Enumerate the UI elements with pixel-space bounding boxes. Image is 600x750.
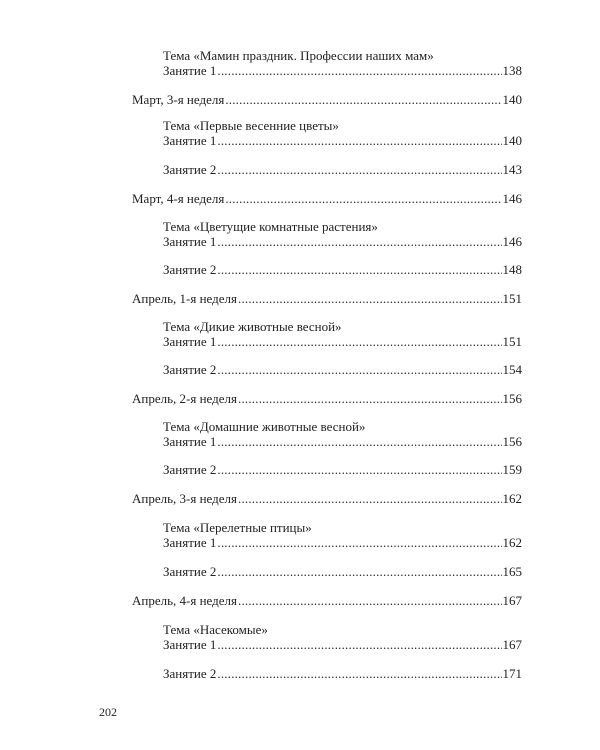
toc-leader-dots xyxy=(217,334,501,350)
toc-page-number: 151 xyxy=(502,334,522,349)
toc-page-number: 140 xyxy=(502,92,522,107)
toc-page-number: 140 xyxy=(502,133,522,148)
toc-leader-dots xyxy=(217,637,501,653)
toc-leader-dots xyxy=(238,593,502,609)
toc-leader-dots xyxy=(238,391,502,407)
toc-leader-dots xyxy=(225,191,501,207)
toc-page-number: 156 xyxy=(502,391,522,406)
toc-page-number: 143 xyxy=(502,162,522,177)
toc-leader-dots xyxy=(217,564,501,580)
toc-page-number: 146 xyxy=(502,191,522,206)
toc-week-label: Март, 3-я неделя xyxy=(132,92,225,107)
toc-lesson-label: Занятие 2 xyxy=(163,564,217,579)
toc-page-number: 167 xyxy=(502,593,522,608)
toc-lesson-entry[interactable] xyxy=(163,462,522,478)
toc-lesson-label: Занятие 2 xyxy=(163,666,217,681)
toc-lesson-label: Занятие 1 xyxy=(163,133,217,148)
toc-page-number: 165 xyxy=(502,564,522,579)
toc-lesson-entry[interactable] xyxy=(163,63,522,79)
toc-leader-dots xyxy=(217,262,501,278)
toc-leader-dots xyxy=(217,666,501,682)
toc-page-number: 148 xyxy=(502,262,522,277)
toc-page-number: 159 xyxy=(502,462,522,477)
toc-page-number: 146 xyxy=(502,234,522,249)
toc-lesson-entry[interactable] xyxy=(163,234,522,250)
toc-leader-dots xyxy=(217,234,501,250)
toc-lesson-label: Занятие 2 xyxy=(163,362,217,377)
toc-week-label: Апрель, 4-я неделя xyxy=(132,593,237,608)
toc-lesson-label: Занятие 1 xyxy=(163,234,217,249)
toc-leader-dots xyxy=(217,462,501,478)
toc-page-number: 156 xyxy=(502,434,522,449)
toc-lesson-entry[interactable] xyxy=(163,564,522,580)
toc-week-entry[interactable] xyxy=(132,491,522,507)
toc-lesson-label: Занятие 1 xyxy=(163,637,217,652)
toc-lesson-entry[interactable] xyxy=(163,637,522,653)
toc-page-number: 138 xyxy=(502,63,522,78)
toc-lesson-label: Занятие 1 xyxy=(163,434,217,449)
toc-lesson-entry[interactable] xyxy=(163,666,522,682)
toc-page-number: 162 xyxy=(502,491,522,506)
toc-lesson-entry[interactable] xyxy=(163,133,522,149)
toc-week-label: Апрель, 1-я неделя xyxy=(132,291,237,306)
toc-leader-dots xyxy=(217,434,501,450)
toc-leader-dots xyxy=(217,63,501,79)
toc-week-label: Март, 4-я неделя xyxy=(132,191,225,206)
toc-lesson-entry[interactable] xyxy=(163,535,522,551)
toc-page-number: 167 xyxy=(502,637,522,652)
toc-theme-title: Тема «Насекомые» xyxy=(163,622,268,637)
toc-lesson-label: Занятие 2 xyxy=(163,162,217,177)
toc-leader-dots xyxy=(217,162,501,178)
toc-page-number: 171 xyxy=(502,666,522,681)
toc-lesson-entry[interactable] xyxy=(163,334,522,350)
toc-lesson-entry[interactable] xyxy=(163,262,522,278)
toc-lesson-label: Занятие 2 xyxy=(163,462,217,477)
toc-week-label: Апрель, 3-я неделя xyxy=(132,491,237,506)
toc-theme-title: Тема «Дикие животные весной» xyxy=(163,319,342,334)
toc-lesson-entry[interactable] xyxy=(163,434,522,450)
toc-week-entry[interactable] xyxy=(132,391,522,407)
toc-leader-dots xyxy=(238,291,502,307)
toc-page-number: 154 xyxy=(502,362,522,377)
toc-leader-dots xyxy=(217,133,501,149)
toc-leader-dots xyxy=(217,535,501,551)
toc-lesson-entry[interactable] xyxy=(163,162,522,178)
toc-theme-title: Тема «Домашние животные весной» xyxy=(163,419,366,434)
toc-theme-title: Тема «Первые весенние цветы» xyxy=(163,118,339,133)
toc-lesson-entry[interactable] xyxy=(163,362,522,378)
toc-leader-dots xyxy=(225,92,501,108)
toc-theme-title: Тема «Мамин праздник. Профессии наших мам» xyxy=(163,48,434,63)
page-number: 202 xyxy=(99,705,117,719)
toc-lesson-label: Занятие 1 xyxy=(163,535,217,550)
toc-week-entry[interactable] xyxy=(132,191,522,207)
toc-page-number: 151 xyxy=(502,291,522,306)
toc-lesson-label: Занятие 2 xyxy=(163,262,217,277)
toc-theme-title: Тема «Цветущие комнатные растения» xyxy=(163,219,378,234)
toc-theme-title: Тема «Перелетные птицы» xyxy=(163,520,312,535)
toc-lesson-label: Занятие 1 xyxy=(163,63,217,78)
toc-lesson-label: Занятие 1 xyxy=(163,334,217,349)
toc-week-entry[interactable] xyxy=(132,291,522,307)
toc-week-label: Апрель, 2-я неделя xyxy=(132,391,237,406)
toc-page-number: 162 xyxy=(502,535,522,550)
toc-week-entry[interactable] xyxy=(132,92,522,108)
toc-week-entry[interactable] xyxy=(132,593,522,609)
toc-leader-dots xyxy=(217,362,501,378)
toc-leader-dots xyxy=(238,491,502,507)
